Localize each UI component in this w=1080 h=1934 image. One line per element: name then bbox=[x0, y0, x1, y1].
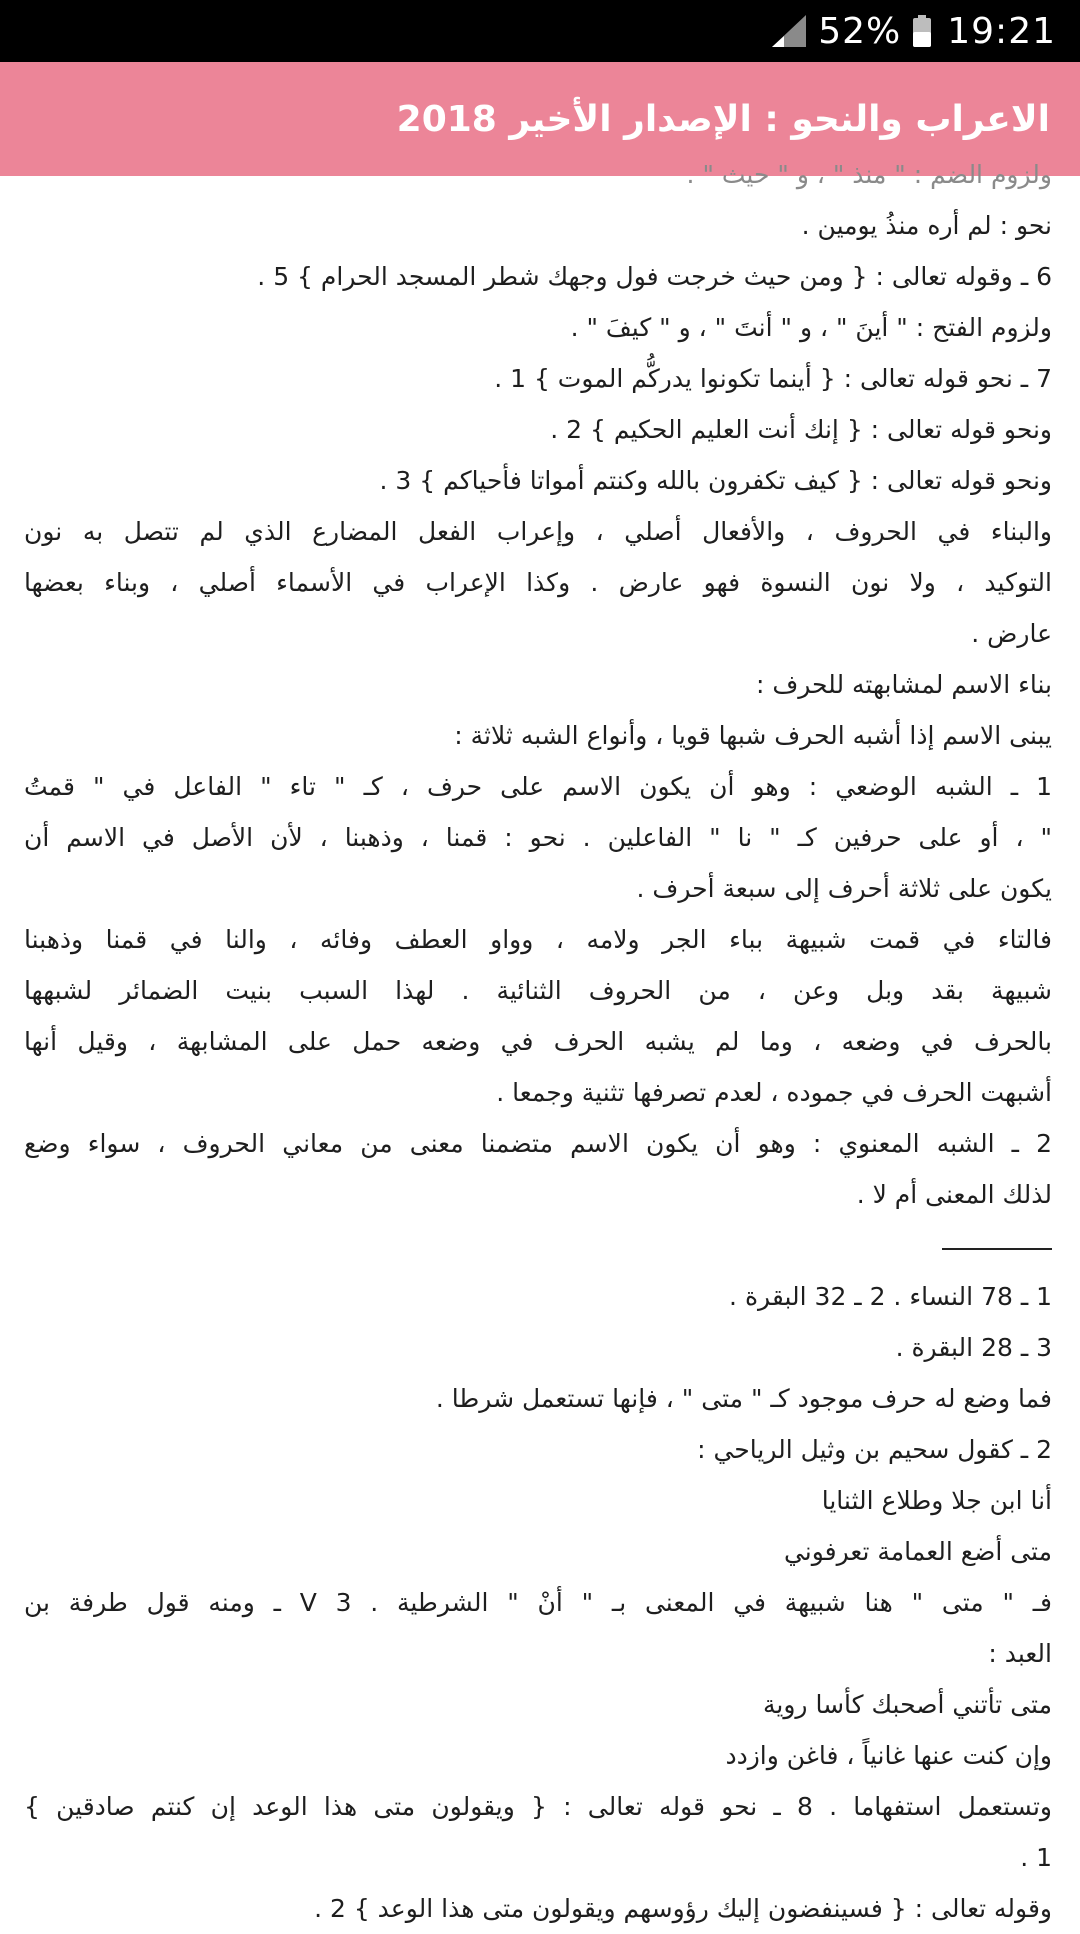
text-line: ونحو قوله تعالى : { كيف تكفرون بالله وكنتم أمواتا فأحياكم } 3 . bbox=[379, 466, 1052, 495]
text-line: فالتاء في قمت شبيهة بباء الجر ولامه ، وواو العطف وفائه ، والنا في قمنا وذهبنا bbox=[24, 925, 1052, 954]
text-line: نحو : لم أره منذُ يومين . bbox=[801, 211, 1052, 240]
poem-line: متى تأتني أصحبك كأسا روية bbox=[763, 1690, 1052, 1719]
text-line: التوكيد ، ولا نون النسوة فهو عارض . وكذا الإعراب في الأسماء أصلي ، وبناء بعضها bbox=[24, 568, 1052, 597]
text-line: وقوله تعالى : { فسينفضون إليك رؤوسهم ويقولون متى هذا الوعد } 2 . bbox=[314, 1894, 1052, 1923]
text-line: يبنى الاسم إذا أشبه الحرف شبها قويا ، وأنواع الشبه ثلاثة : bbox=[454, 721, 1052, 750]
text-line: شبيهة بقد وبل وعن ، من الحروف الثنائية . لهذا السبب بنيت الضمائر لشبهها bbox=[24, 976, 1052, 1005]
signal-icon bbox=[770, 14, 808, 48]
text-line: ونحو قوله تعالى : { إنك أنت العليم الحكيم } 2 . bbox=[550, 415, 1052, 444]
section-heading: بناء الاسم لمشابهته للحرف : bbox=[755, 670, 1052, 699]
text-line: 6 ـ وقوله تعالى : { ومن حيث خرجت فول وجهك شطر المسجد الحرام } 5 . bbox=[257, 262, 1052, 291]
text-line: وتستعمل استفهاما . 8 ـ نحو قوله تعالى : { ويقولون متى هذا الوعد إن كنتم صادقين } bbox=[24, 1792, 1053, 1821]
text-line: والبناء في الحروف ، والأفعال أصلي ، وإعراب الفعل المضارع الذي لم تتصل به نون bbox=[24, 517, 1052, 546]
document-content[interactable] bbox=[0, 160, 1080, 1923]
text-line: 2 ـ الشبه المعنوي : وهو أن يكون الاسم متضمنا معنى من معاني الحروف ، سواء وضع bbox=[24, 1129, 1052, 1158]
text-line: ولزوم الضم : " منذ " ، و " حيث " . bbox=[686, 160, 1052, 189]
text-line: فما وضع له حرف موجود كـ " متى " ، فإنها تستعمل شرطا . bbox=[435, 1384, 1052, 1413]
text-line: عارض . bbox=[971, 619, 1052, 648]
text-line: فـ " متى " هنا شبيهة في المعنى بـ " أنْ " الشرطية . 3 V ـ ومنه قول طرفة بن bbox=[24, 1588, 1052, 1617]
text-line: 1 ـ الشبه الوضعي : وهو أن يكون الاسم على حرف ، كـ " تاء " الفاعل في " قمتُ bbox=[24, 772, 1052, 801]
status-bar bbox=[0, 0, 1080, 62]
poem-line: متى أضع العمامة تعرفوني bbox=[783, 1537, 1052, 1566]
footnote-divider bbox=[24, 1220, 1052, 1271]
text-line: يكون على ثلاثة أحرف إلى سبعة أحرف . bbox=[636, 874, 1052, 903]
footnote-line: 3 ـ 28 البقرة . bbox=[895, 1333, 1052, 1362]
text-line: 1 . bbox=[1020, 1843, 1052, 1872]
text-line: أشبهت الحرف في جموده ، لعدم تصرفها تثنية وجمعا . bbox=[496, 1078, 1052, 1107]
text-line: العبد : bbox=[988, 1639, 1052, 1668]
app-title: الاعراب والنحو : الإصدار الأخير 2018 bbox=[396, 98, 1050, 140]
battery-percent: 52% bbox=[818, 10, 902, 52]
battery-icon bbox=[913, 15, 931, 47]
document-text bbox=[24, 149, 1052, 1934]
footnote-line: 1 ـ 78 النساء . 2 ـ 32 البقرة . bbox=[729, 1282, 1052, 1311]
text-line: ولزوم الفتح : " أينَ " ، و " أنتَ " ، و " كيفَ " . bbox=[570, 313, 1052, 342]
text-line: لذلك المعنى أم لا . bbox=[856, 1180, 1052, 1209]
text-line: " ، أو على حرفين كـ " نا " الفاعلين . نحو : قمنا ، وذهبنا ، لأن الأصل في الاسم أن bbox=[24, 823, 1052, 852]
clock: 19:21 bbox=[947, 10, 1056, 52]
text-line: 2 ـ كقول سحيم بن وثيل الرياحي : bbox=[697, 1435, 1052, 1464]
text-line: 7 ـ نحو قوله تعالى : { أينما تكونوا يدركُّم الموت } 1 . bbox=[494, 364, 1052, 393]
poem-line: وإن كنت عنها غانياً ، فاغن وازدد bbox=[725, 1741, 1052, 1770]
text-line: بالحرف في وضعه ، وما لم يشبه الحرف في وضعه حمل على المشابهة ، وقيل أنها bbox=[24, 1027, 1052, 1056]
poem-line: أنا ابن جلا وطلاع الثنايا bbox=[821, 1486, 1052, 1515]
